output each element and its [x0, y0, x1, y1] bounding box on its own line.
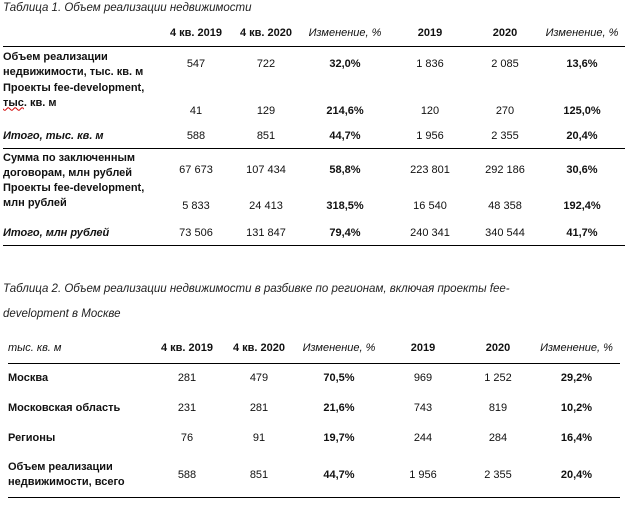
cell-value: 281 [249, 402, 269, 414]
table1-header-2019: 2019 [417, 27, 443, 39]
table-row-total [3, 125, 625, 149]
table2-caption-line2: development в Москве [3, 308, 121, 320]
cell-change: 70,5% [323, 372, 355, 385]
row-label-part: . кв. м [23, 96, 57, 109]
row-label: Объем реализации недвижимости, тыс. кв. м [3, 50, 144, 78]
table1-caption: Таблица 1. Объем реализации недвижимости [3, 2, 252, 14]
table2-header-2020: 2020 [485, 341, 511, 354]
cell-value: 743 [413, 402, 433, 414]
row-label: Москва [8, 372, 49, 385]
table1-header-2020: 2020 [492, 27, 518, 39]
cell-value: 819 [488, 402, 508, 414]
row-label [3, 81, 161, 125]
table1-header-row [3, 20, 625, 47]
cell-value: 270 [495, 104, 515, 117]
cell-value: 91 [252, 432, 266, 444]
cell-value: 1 956 [416, 130, 444, 143]
cell-value: 851 [256, 130, 276, 143]
cell-value: 2 355 [484, 468, 512, 481]
cell-value: 281 [177, 372, 197, 385]
cell-value: 244 [413, 432, 433, 444]
cell-change: 19,7% [323, 432, 355, 444]
table-row [3, 149, 625, 182]
cell-change: 30,6% [566, 164, 598, 176]
cell-change: 20,4% [560, 468, 593, 481]
row-label: Итого, млн рублей [3, 226, 110, 239]
cell-value: 588 [186, 130, 206, 143]
row-label: Московская область [8, 402, 121, 414]
cell-value: 969 [413, 372, 433, 385]
table-row [8, 393, 620, 423]
table1-header-change-y: Изменение, % [545, 27, 619, 39]
table2-caption-line1: Таблица 2. Объем реализации недвижимости в разбивке по регионам, включая проекты fee- [3, 283, 510, 295]
row-label: Сумма по заключенным договорам, млн рублей [3, 152, 136, 179]
table2-header-change-q: Изменение, % [302, 341, 376, 354]
table2-header-unit: тыс. кв. м [8, 341, 62, 354]
cell-value: 24 413 [249, 200, 283, 212]
table1-header-q4-2019: 4 кв. 2019 [169, 27, 223, 39]
cell-change: 58,8% [329, 164, 361, 176]
cell-change: 41,7% [566, 226, 598, 239]
cell-value: 1 836 [416, 57, 444, 70]
table2-header-q4-2020: 4 кв. 2020 [232, 341, 286, 354]
row-label: Итого, тыс. кв. м [3, 130, 104, 143]
cell-value: 479 [249, 372, 269, 385]
spellcheck-word: тыс [3, 96, 24, 109]
table-row-total [8, 453, 620, 497]
cell-value: 67 673 [179, 164, 213, 176]
row-label: Проекты fee-development, млн рублей [3, 182, 145, 209]
cell-change: 318,5% [326, 200, 364, 212]
table2-header-2019: 2019 [410, 341, 436, 354]
table-row [3, 181, 625, 221]
cell-value: 48 358 [488, 200, 522, 212]
table-row [8, 363, 620, 393]
cell-value: 2 355 [491, 130, 519, 143]
cell-value: 107 434 [246, 164, 286, 176]
row-label-part: Проекты fee-development, [3, 81, 145, 94]
cell-value: 129 [256, 104, 276, 117]
cell-value: 1 956 [409, 468, 437, 481]
cell-value: 340 544 [485, 226, 525, 239]
table2-header-change-y: Изменение, % [540, 341, 613, 354]
table1-header-label [3, 20, 161, 47]
table-row [3, 47, 625, 81]
table-row-total [3, 221, 625, 245]
cell-value: 5 833 [182, 200, 210, 212]
table1-header-change-q: Изменение, % [308, 27, 382, 39]
cell-value: 722 [256, 57, 276, 70]
cell-change: 16,4% [560, 432, 593, 444]
cell-value: 2 085 [491, 57, 519, 70]
table2-header-q4-2019: 4 кв. 2019 [160, 341, 214, 354]
cell-change: 125,0% [563, 104, 601, 117]
cell-value: 240 341 [410, 226, 450, 239]
cell-value: 223 801 [410, 164, 450, 176]
cell-value: 16 540 [413, 200, 447, 212]
table2-header-row [8, 333, 620, 363]
cell-value: 588 [177, 468, 197, 481]
cell-change: 44,7% [329, 130, 361, 143]
cell-value: 231 [177, 402, 197, 414]
cell-change: 13,6% [566, 57, 598, 70]
cell-change: 214,6% [326, 104, 364, 117]
cell-value: 73 506 [179, 226, 213, 239]
cell-change: 29,2% [560, 372, 593, 385]
cell-change: 10,2% [560, 402, 593, 414]
cell-change: 20,4% [566, 130, 598, 143]
cell-value: 1 252 [484, 372, 512, 385]
cell-change: 79,4% [329, 226, 361, 239]
table2 [8, 333, 620, 498]
cell-change: 192,4% [563, 200, 601, 212]
cell-value: 292 186 [485, 164, 525, 176]
cell-change: 32,0% [329, 57, 361, 70]
cell-change: 21,6% [323, 402, 355, 414]
table-row [8, 423, 620, 453]
row-label: Регионы [8, 432, 56, 444]
row-label: Объем реализации недвижимости, всего [8, 460, 125, 488]
cell-value: 76 [180, 432, 194, 444]
table-row [3, 81, 625, 125]
cell-value: 131 847 [246, 226, 286, 239]
cell-value: 284 [488, 432, 508, 444]
cell-value: 120 [420, 104, 440, 117]
table1 [3, 20, 625, 246]
table1-header-q4-2020: 4 кв. 2020 [239, 27, 293, 39]
cell-change: 44,7% [323, 468, 355, 481]
cell-value: 547 [186, 57, 206, 70]
cell-value: 41 [189, 104, 203, 117]
cell-value: 851 [249, 468, 269, 481]
